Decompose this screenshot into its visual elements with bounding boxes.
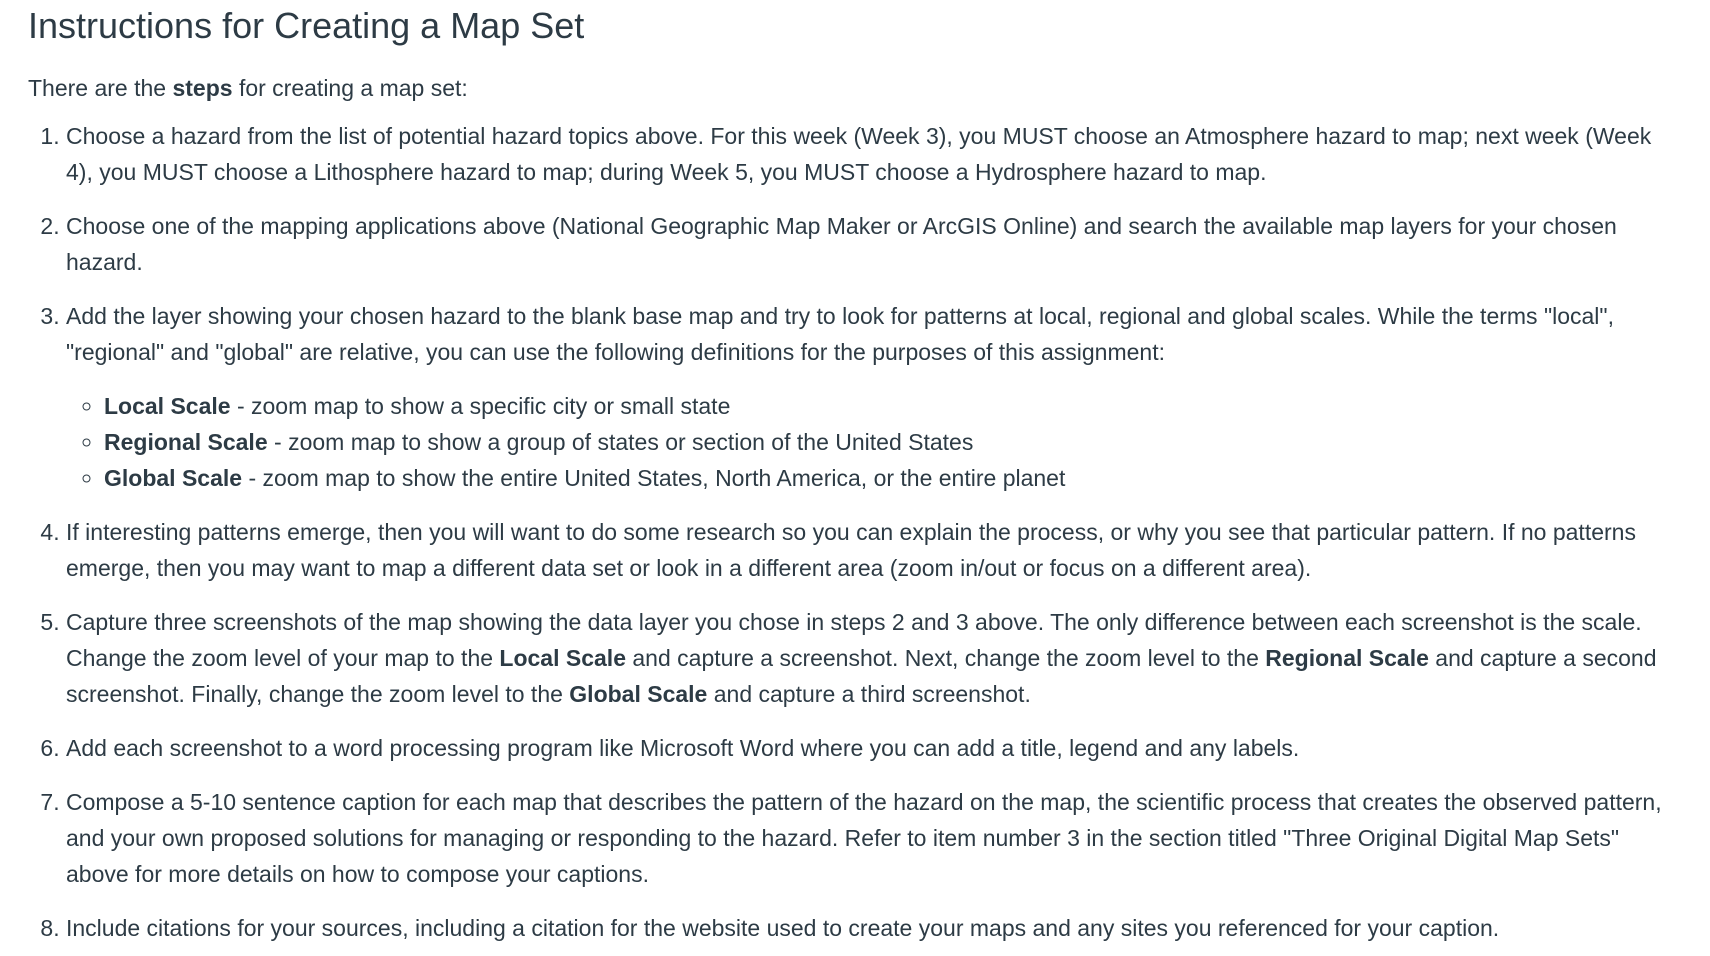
scale-term: Global Scale <box>104 465 243 491</box>
step-5-regional-scale: Regional Scale <box>1265 645 1429 671</box>
step-4 <box>66 514 1682 586</box>
step-5-global-scale: Global Scale <box>569 681 708 707</box>
step-5-text-2: and capture a screenshot. Next, change the zoom level to the <box>626 645 1266 671</box>
page-title: Instructions for Creating a Map Set <box>28 5 585 46</box>
step-5-text-1: Capture three screenshots of the map showing the data layer you chose in steps 2 and 3 above. The only difference between each screenshot is the scale. Change the zoom level of your map to the <box>66 609 1642 671</box>
scale-term: Regional Scale <box>104 429 268 455</box>
scale-item-local <box>104 388 1682 424</box>
step-5-local-scale: Local Scale <box>499 645 626 671</box>
step-2 <box>66 208 1682 280</box>
scale-definitions-list <box>66 388 1682 496</box>
step-7 <box>66 784 1682 892</box>
scale-desc: - zoom map to show the entire United States, North America, or the entire planet <box>242 465 1066 491</box>
step-1 <box>66 118 1682 190</box>
intro-paragraph <box>28 70 1682 106</box>
scale-item-global <box>104 460 1682 496</box>
scale-desc: - zoom map to show a specific city or small state <box>230 393 731 419</box>
scale-item-regional <box>104 424 1682 460</box>
step-3-text: Add the layer showing your chosen hazard to the blank base map and try to look for patterns at local, regional and global scales. While the terms "local", "regional" and "global" are relative, you can use the following definitions for the purposes of this assignment: <box>66 303 1614 365</box>
step-1-text: Choose a hazard from the list of potential hazard topics above. For this week (Week 3), you MUST choose an Atmosphere hazard to map; next week (Week 4), you MUST choose a Lithosphere hazard to map; during Week 5, you MUST choose a Hydrosphere hazard to map. <box>66 123 1652 185</box>
step-2-text: Choose one of the mapping applications above (National Geographic Map Maker or ArcGIS Online) and search the available map layers for your chosen hazard. <box>66 213 1617 275</box>
step-8 <box>66 910 1682 946</box>
step-4-text: If interesting patterns emerge, then you will want to do some research so you can explain the process, or why you see that particular pattern. If no patterns emerge, then you may want to map a different data set or look in a different area (zoom in/out or focus on a different area). <box>66 519 1636 581</box>
step-6 <box>66 730 1682 766</box>
scale-desc: - zoom map to show a group of states or section of the United States <box>267 429 974 455</box>
step-5-text-3: and capture a second screenshot. Finally, change the zoom level to the <box>66 645 1657 707</box>
step-5-text-4: and capture a third screenshot. <box>707 681 1031 707</box>
step-3 <box>66 298 1682 496</box>
steps-list <box>28 118 1682 946</box>
scale-term: Local Scale <box>104 393 231 419</box>
intro-prefix: There are the <box>28 75 173 101</box>
step-6-text: Add each screenshot to a word processing program like Microsoft Word where you can add a title, legend and any labels. <box>66 735 1300 761</box>
intro-bold: steps <box>172 75 233 101</box>
step-8-text: Include citations for your sources, including a citation for the website used to create your maps and any sites you referenced for your caption. <box>66 915 1500 941</box>
intro-suffix: for creating a map set: <box>232 75 468 101</box>
step-5 <box>66 604 1682 712</box>
step-7-text: Compose a 5-10 sentence caption for each map that describes the pattern of the hazard on the map, the scientific process that creates the observed pattern, and your own proposed solutions for managing or responding to the hazard. Refer to item number 3 in the section titled "Three Original Digital Map Sets" above for more details on how to compose your captions. <box>66 789 1662 887</box>
